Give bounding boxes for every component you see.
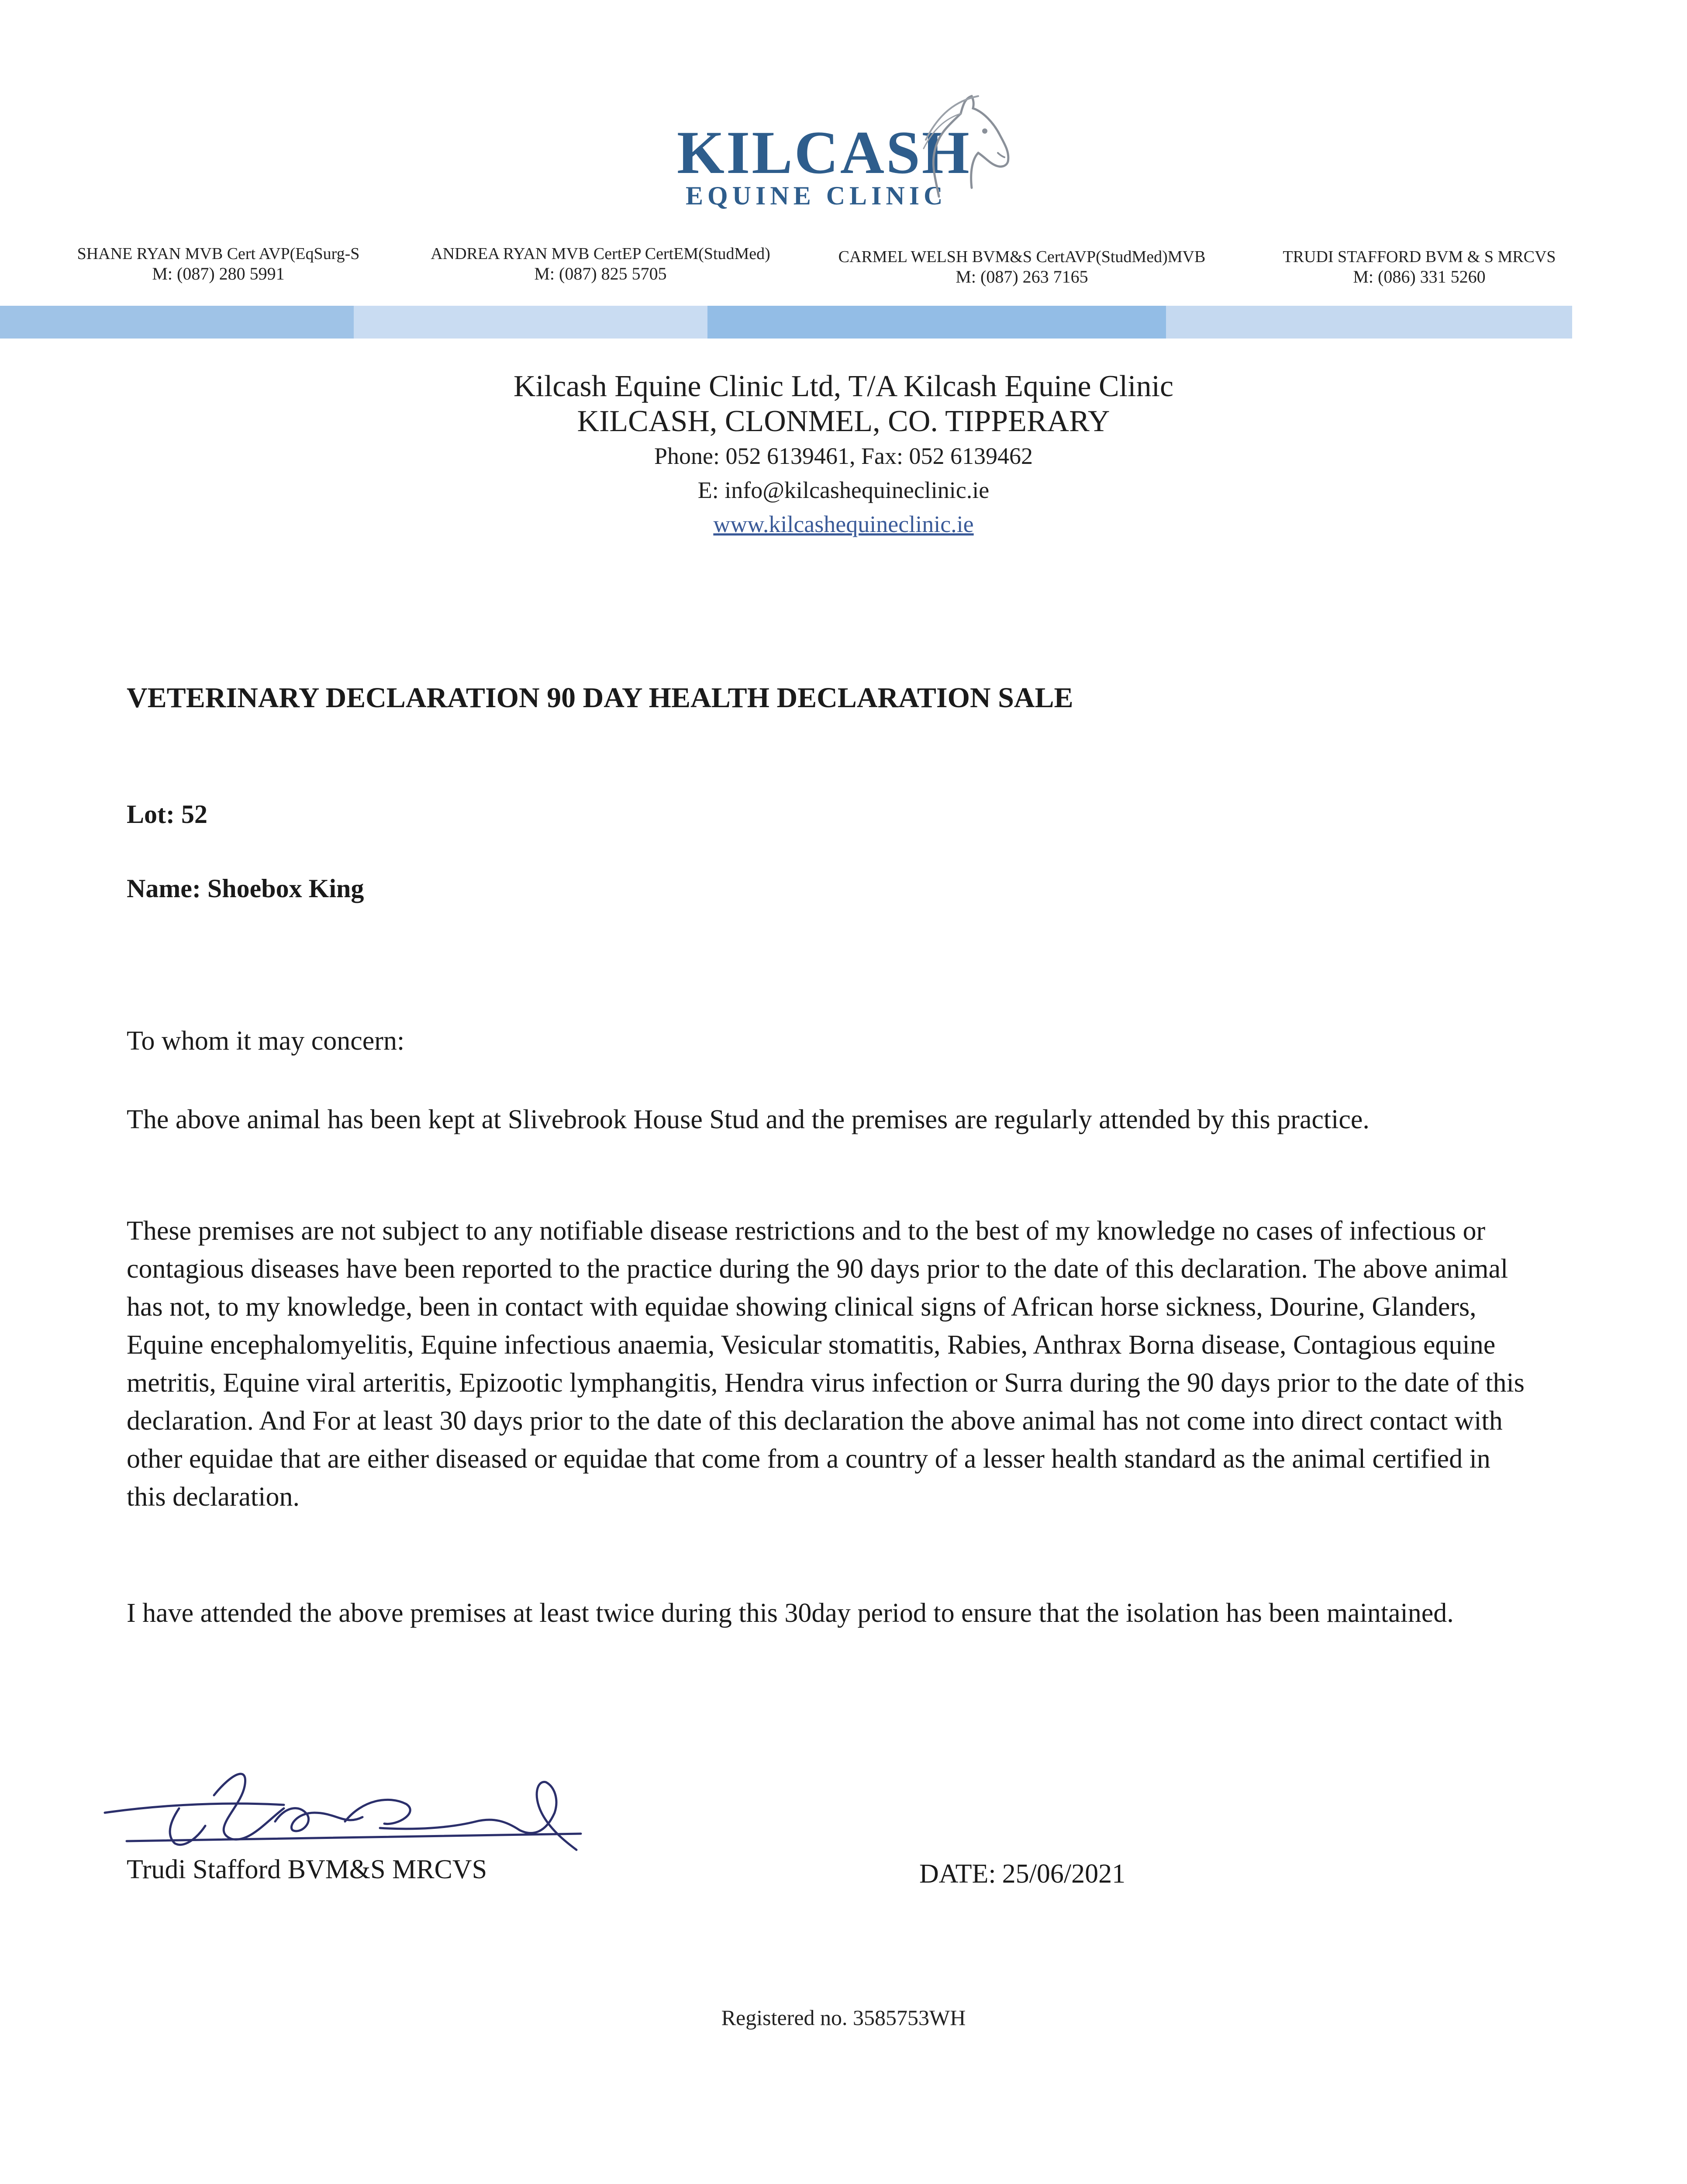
- vet-credentials: SHANE RYAN MVB Cert AVP(EqSurg-S: [77, 245, 360, 263]
- registered-number: Registered no. 3585753WH: [721, 2005, 966, 2030]
- clinic-website-link[interactable]: www.kilcashequineclinic.ie: [713, 511, 974, 537]
- clinic-phone-fax: Phone: 052 6139461, Fax: 052 6139462: [654, 443, 1033, 469]
- vet-contact: [408, 245, 793, 284]
- clinic-company-name: Kilcash Equine Clinic Ltd, T/A Kilcash Equine Clinic: [513, 370, 1174, 403]
- horse-head-icon: [913, 87, 1018, 201]
- band-segment: [1166, 306, 1572, 339]
- clinic-email: E: info@kilcashequineclinic.ie: [697, 477, 990, 503]
- lot-number: Lot: 52: [127, 800, 207, 829]
- signatory-name: Trudi Stafford BVM&S MRCVS: [127, 1855, 487, 1884]
- logo-brand-text: KILCASH: [677, 119, 971, 187]
- vet-mobile: M: (087) 825 5705: [534, 263, 667, 283]
- clinic-address: KILCASH, CLONMEL, CO. TIPPERARY: [577, 404, 1110, 438]
- paragraph: I have attended the above premises at least twice during this 30day period to ensure that the isolation has been maintained.: [127, 1598, 1454, 1628]
- vet-mobile: M: (086) 331 5260: [1353, 266, 1486, 287]
- vet-contact: [1253, 248, 1585, 287]
- vet-mobile: M: (087) 263 7165: [956, 266, 1088, 287]
- paragraph: These premises are not subject to any notifiable disease restrictions and to the best of my knowledge no cases of infectious or contagious diseases have been reported to the practice during the 90 days prior to the date of this declaration. The above animal has not, to my knowledge, been in contact with equidae showing clinical signs of African horse sickness, Dourine, Glanders, Equine encephalomyelitis, Equine infectious anaemia, Vesicular stomatitis, Rabies, Anthrax Borna disease, Contagious equine metritis, Equine viral arteritis, Epizootic lymphangitis, Hendra virus infection or Surra during the 90 days prior to the date of this declaration. And For at least 30 days prior to the date of this declaration the above animal has not come into direct contact with other equidae that are either diseased or equidae that come from a country of a lesser health standard as the animal certified in this declaration.: [127, 1216, 1525, 1512]
- vet-contact: [821, 248, 1223, 287]
- date-value: 25/06/2021: [1002, 1859, 1126, 1889]
- date-label: DATE:: [919, 1859, 996, 1889]
- horse-name: Name: Shoebox King: [127, 874, 364, 903]
- clinic-logo: [668, 87, 1018, 218]
- vet-contact: [44, 245, 393, 284]
- salutation: To whom it may concern:: [127, 1026, 405, 1056]
- declaration-date: [919, 1859, 1125, 1890]
- vet-credentials: TRUDI STAFFORD BVM & S MRCVS: [1283, 248, 1556, 266]
- vet-credentials: CARMEL WELSH BVM&S CertAVP(StudMed)MVB: [838, 248, 1206, 266]
- band-segment: [354, 306, 707, 339]
- band-segment: [0, 306, 354, 339]
- handwritten-signature: [100, 1756, 603, 1856]
- header-color-band: [0, 306, 1572, 339]
- clinic-address-block: [0, 369, 1687, 541]
- band-segment: [707, 306, 1166, 339]
- document-title: VETERINARY DECLARATION 90 DAY HEALTH DECLARATION SALE: [127, 682, 1073, 714]
- paragraph: The above animal has been kept at Slivebrook House Stud and the premises are regularly attended by this practice.: [127, 1105, 1370, 1134]
- vet-mobile: M: (087) 280 5991: [152, 263, 285, 283]
- logo-subtitle-text: EQUINE CLINIC: [686, 181, 947, 210]
- vet-credentials: ANDREA RYAN MVB CertEP CertEM(StudMed): [431, 245, 770, 263]
